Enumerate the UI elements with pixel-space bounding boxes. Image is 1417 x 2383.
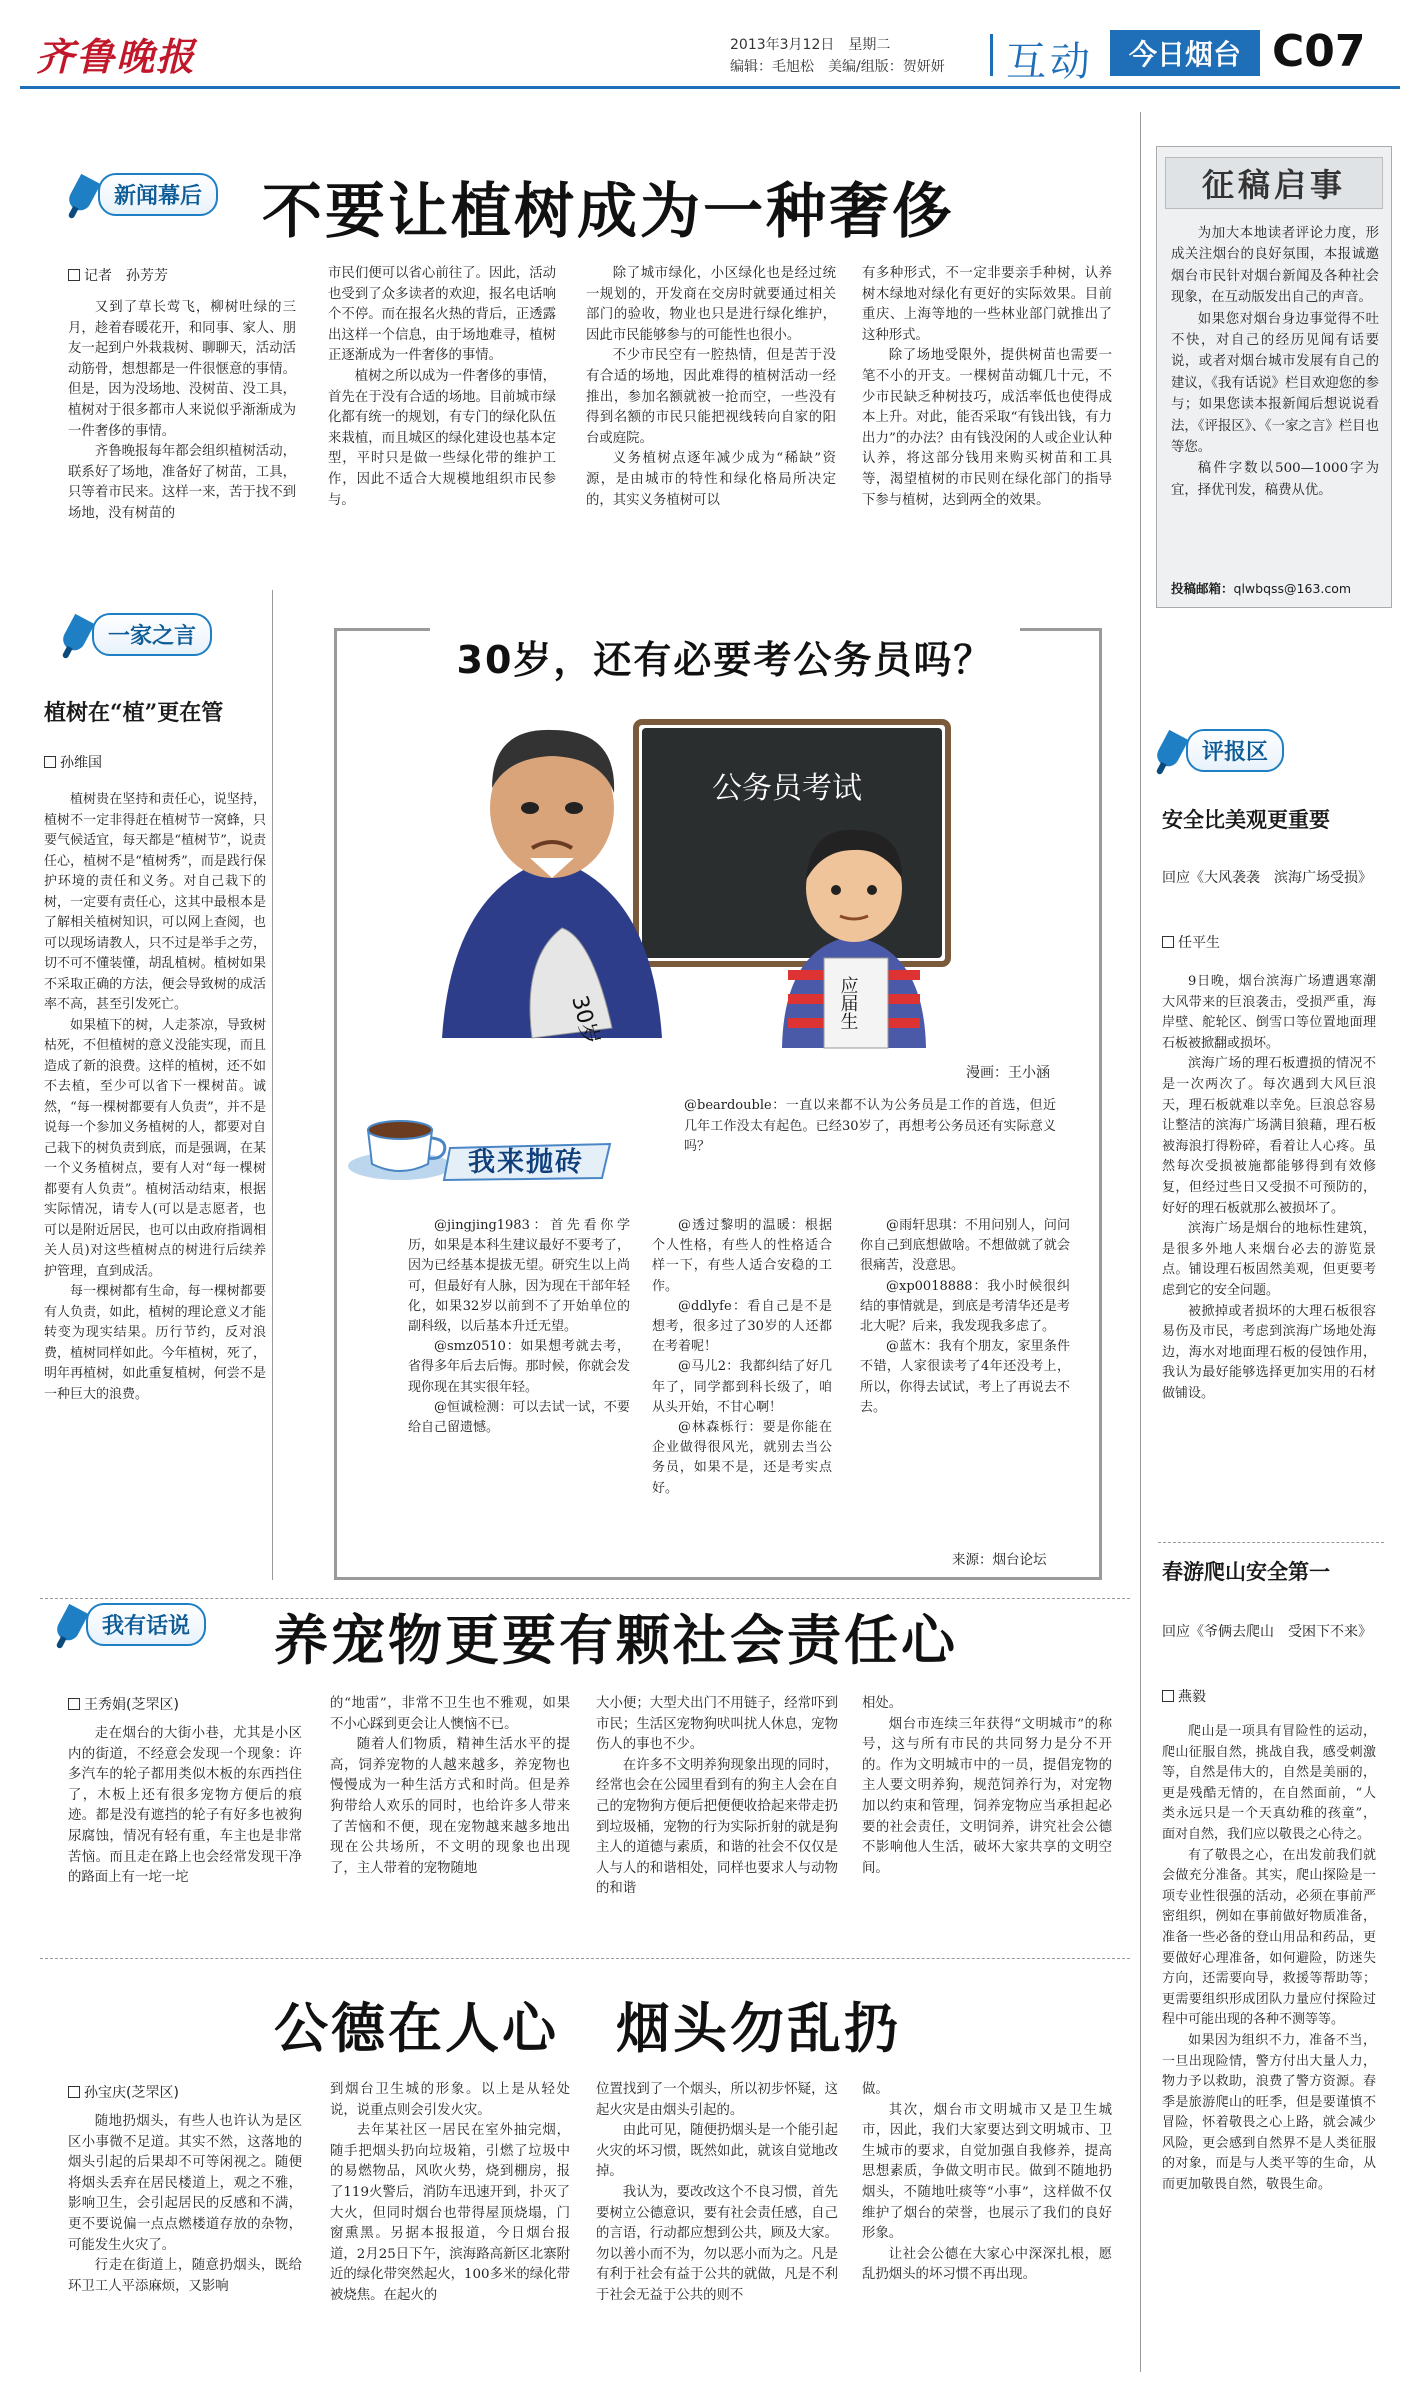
chalkboard-text: 公务员考试 xyxy=(712,771,862,806)
cartoon-title-band xyxy=(430,626,1020,686)
story1-tag xyxy=(72,172,218,216)
brick-banner xyxy=(340,1088,620,1198)
paragraph: 为加大本地读者评论力度，形成关注烟台的良好氛围，本报诚邀烟台市民针对烟台新闻及各种社会现象，在互动版发出自己的声音。 xyxy=(1171,226,1379,306)
story2-headline: 养宠物更要有颗社会责任心 xyxy=(274,1608,958,1672)
paragraph: 行走在街道上，随意扔烟头，既给环卫工人平添麻烦，又影响 xyxy=(68,2258,302,2294)
call-for-submissions-box xyxy=(1156,146,1392,608)
paragraph: 到烟台卫生城的形象。以上是从轻处说，说重点则会引发火灾。 xyxy=(330,2082,570,2118)
story2-col1 xyxy=(68,1724,302,1930)
opinion-tag-label: 一家之言 xyxy=(92,613,212,656)
paragraph: 9日晚，烟台滨海广场遭遇寒潮大风带来的巨浪袭击，受损严重，海岸壁、舵轮区、倒雪口等位置地面理石板被掀翻或损坏。 xyxy=(1162,974,1376,1051)
paragraph: 位置找到了一个烟头，所以初步怀疑，这起火灾是由烟头引起的。 xyxy=(596,2082,838,2118)
cartoon-intro: @beardouble：一直以来都不认为公务员是工作的首选，但近几年工作没太有起色。已经30岁了，再想考公务员还有实际意义吗？ xyxy=(684,1098,1056,1155)
editor-credits: 编辑：毛旭松 美编/组版：贺妍妍 xyxy=(730,59,945,75)
email-label: 投稿邮箱： xyxy=(1171,581,1234,596)
review2-byline: 燕毅 xyxy=(1162,1686,1206,1706)
review-tag xyxy=(1160,728,1284,772)
notice-body xyxy=(1171,223,1379,563)
story2-col3 xyxy=(596,1694,838,1930)
comment: @smz0510：如果想考就去考，省得多年后去后悔。那时候，你就会发现你现在其实很年轻。 xyxy=(408,1339,630,1395)
opinion-tag xyxy=(66,612,212,656)
story2-col4 xyxy=(862,1694,1112,1930)
paragraph: 被掀掉或者损坏的大理石板很容易伤及市民，考虑到滨海广场地处海边，海水对地面理石板的侵蚀作用，我认为最好能够选择更加实用的石材做铺设。 xyxy=(1162,1303,1376,1401)
paragraph: 的“地雷”，非常不卫生也不雅观，如果不小心踩到更会让人懊恼不已。 xyxy=(330,1696,570,1732)
young-man-bib-text: 应届生 xyxy=(837,976,859,1030)
paragraph: 烟台市连续三年获得“文明城市”的称号，这与所有市民的共同努力是分不开的。作为文明城市中的一员，提倡宠物的主人要文明养狗，规范饲养行为，对宠物加以约束和管理，饲养宠物应当承担起必要的社会责任，文明饲养，讲究社会公德不影响他人生活，破坏大家共享的文明空间。 xyxy=(862,1716,1112,1876)
review1-byline: 任平生 xyxy=(1162,932,1220,952)
paragraph: 有了敬畏之心，在出发前我们就会做充分准备。其实，爬山探险是一项专业性很强的活动，必须在事前严密组织，例如在事前做好物质准备，准备一些必备的登山用品和药品，更要做好心理准备，如何避险，防迷失方向，还需要向导，救援等帮助等；更需要组织形成团队力量应付探险过程中可能出现的各种不测等等。 xyxy=(1162,1847,1376,2028)
brick-banner-label: 我来抛砖 xyxy=(468,1147,584,1178)
paragraph: 如果因为组织不力，准备不当，一旦出现险情，警方付出大量人力，物力予以救助，浪费了警方资源。春季是旅游爬山的旺季，但是要谨慎不冒险，怀着敬畏之心上路，就会减少风险，更会感到自然界不是人类征服的对象，而是与人类平等的生命，从而更加敬畏自然，敬畏生命。 xyxy=(1162,2032,1376,2193)
review2-reply-to: 回应《爷俩去爬山 受困下不来》 xyxy=(1162,1624,1372,1640)
story1-col1 xyxy=(68,298,296,548)
review2-body xyxy=(1162,1722,1376,2374)
masthead-rule xyxy=(20,86,1400,89)
story2-tag-label: 我有话说 xyxy=(86,1603,206,1646)
newspaper-logo: 齐鲁晚报 xyxy=(36,34,197,79)
review1-body xyxy=(1162,972,1376,1532)
cartoon-illustration xyxy=(412,708,1018,1058)
paragraph: 有多种形式，不一定非要亲手种树，认养树木绿地对绿化有更好的实际效果。目前重庆、上海等地的一些林业部门就推出了这种形式。 xyxy=(862,266,1112,343)
story3-byline: 孙宝庆(芝罘区) xyxy=(68,2082,179,2102)
review2-headline: 春游爬山安全第一 xyxy=(1162,1559,1330,1584)
paragraph: 随着人们物质，精神生活水平的提高，饲养宠物的人越来越多，养宠物也慢慢成为一种生活方式和时尚。但是养狗带给人欢乐的同时，也给许多人带来了苦恼和不便，现在宠物越来越多地出现在公共场所，不文明的现象也出现了，主人带着的宠物随地 xyxy=(330,1737,570,1876)
comments-col1 xyxy=(408,1216,630,1550)
chalkboard xyxy=(642,728,942,958)
page-number: C07 xyxy=(1272,26,1366,77)
paragraph: 让社会公德在大家心中深深扎根，愿乱扔烟头的坏习惯不再出现。 xyxy=(862,2246,1112,2283)
comments-source: 来源：烟台论坛 xyxy=(952,1552,1047,1568)
cartoon-drawing xyxy=(412,708,1018,1058)
paragraph: 植树之所以成为一件奢侈的事情，首先在于没有合适的场地。目前城市绿化都有统一的规划，有专门的绿化队伍来栽植，而且城区的绿化建设也基本定型，平时只是做一些绿化带的维护工作，因此不适合大规模地组织市民参与。 xyxy=(328,368,556,508)
comments-col2 xyxy=(652,1216,832,1550)
story1-headline: 不要让植树成为一种奢侈 xyxy=(262,177,955,247)
comment: @林森栎行：要是你能在企业做得很风光，就别去当公务员，如果不是，还是考实点好。 xyxy=(652,1420,832,1496)
comment: @透过黎明的温暖：根据个人性格，有些人的性格适合样一下，有些人适合安稳的工作。 xyxy=(652,1218,832,1294)
cartoon-title: 30岁，还有必要考公务员吗？ xyxy=(456,637,994,682)
story1-tag-label: 新闻幕后 xyxy=(98,173,218,216)
notice-title-bar xyxy=(1165,157,1383,209)
story1-col4 xyxy=(862,264,1112,550)
section-name: 互动 xyxy=(1006,39,1094,85)
cartoon-credit: 漫画：王小涵 xyxy=(966,1065,1050,1081)
opinion-byline: 孙维国 xyxy=(44,752,102,772)
column-divider-right xyxy=(1140,112,1141,2372)
paragraph: 如果植下的树，人走茶凉，导致树枯死，不但植树的意义没能实现，而且造成了新的浪费。这样的植树，还不如不去植，至少可以省下一棵树苗。诚然，“每一棵树都要有人负责”，并不是说每一个参加义务植树的人，都要对自己栽下的树负责到底，而是强调，在某一个义务植树点，要有人对“每一棵树都要有人负责”。植树活动结束，根据实际情况，请专人(可以是志愿者，也可以是附近居民，也可以由政府指调相关人员)对这些植树点的树进行后续养护管理，直到成活。 xyxy=(44,1017,266,1279)
comment: @马儿2：我都纠结了好几年了，同学都到科长级了，咱从头开始，不甘心啊！ xyxy=(652,1359,832,1415)
review1-reply-to: 回应《大风袭袭 滨海广场受损》 xyxy=(1162,870,1372,886)
paragraph: 稿件字数以500—1000字为宜，择优刊发，稿费从优。 xyxy=(1171,461,1379,498)
paragraph: 随地扔烟头，有些人也许认为是区区小事微不足道。其实不然，这落地的烟头引起的后果却不可等闲视之。随便将烟头丢弃在居民楼道上，观之不雅，影响卫生，会引起居民的反感和不满，更不要说偏一点点燃楼道存放的杂物，可能发生火灾了。 xyxy=(68,2114,302,2253)
column-divider-left xyxy=(272,590,273,1580)
edition-badge xyxy=(1110,30,1260,76)
paragraph: 滨海广场是烟台的地标性建筑，是很多外地人来烟台必去的游览景点。铺设理石板固然美观，但更要考虑到它的安全问题。 xyxy=(1162,1221,1376,1298)
comment: @蓝木：我有个朋友，家里条件不错，人家很读考了4年还没考上，所以，你得去试试，考上了再说去不去。 xyxy=(860,1339,1070,1415)
paragraph: 义务植树点逐年减少成为“稀缺”资源，是由城市的特性和绿化格局所决定的，其实义务植树可以 xyxy=(586,451,836,508)
comment: @恒诚检测：可以去试一试，不要给自己留遗憾。 xyxy=(408,1399,630,1436)
review1-headline: 安全比美观更重要 xyxy=(1162,807,1330,832)
pen-icon xyxy=(1153,730,1188,770)
pen-icon xyxy=(59,614,94,654)
paragraph: 相处。 xyxy=(862,1696,903,1711)
opinion-body xyxy=(44,790,266,1560)
issue-date: 2013年3月12日 xyxy=(730,37,835,53)
pen-icon xyxy=(53,1604,88,1644)
comment: @xp0018888：我小时候很纠结的事情就是，到底是考清华还是考北大呢？后来，我发现我多虑了。 xyxy=(860,1278,1070,1335)
story1-byline: 记者 孙芳芳 xyxy=(68,265,168,285)
story3-col4 xyxy=(862,2080,1112,2374)
story3-col2 xyxy=(330,2080,570,2374)
story3-col3 xyxy=(596,2080,838,2374)
paragraph: 植树贵在坚持和责任心，说坚持，植树不一定非得赶在植树节一窝蜂，只要气候适宜，每天都是“植树节”，说责任心，植树不是“植树秀”，而是践行保护环境的责任和义务。对自己栽下的树，一定要有责任心，这其中最根本是了解相关植树知识，可以网上查阅，也可以现场请教人，只不过是举手之劳，切不可不懂装懂，胡乱植树。植树如果不采取正确的方法，便会导致树的成活率不高，甚至引发死亡。 xyxy=(44,792,266,1012)
older-man-bib-text: 30岁 xyxy=(566,993,604,1048)
story2-byline: 王秀娟(芝罘区) xyxy=(68,1694,179,1714)
notice-title: 征稿启事 xyxy=(1201,166,1346,204)
paragraph: 如果您对烟台身边事觉得不吐不快，对自己的经历见闻有话要说，或者对烟台城市发展有自己的建议，《我有话说》栏目欢迎您的参与；如果您读本报新闻后想说说看法，《评报区》、《一家之言》栏目也等您。 xyxy=(1171,311,1379,456)
comment: @jingjing1983：首先看你学历，如果是本科生建议最好不要考了，因为已经基本提拔无望。研究生以上尚可，但最好有人脉，因为现在干部年轻化，如果32岁以前到不了开始单位的副科级，以后基本升迁无望。 xyxy=(408,1218,630,1335)
masthead xyxy=(0,0,1417,96)
paragraph: 齐鲁晚报每年都会组织植树活动，联系好了场地，准备好了树苗，工具，只等着市民来。这样一来，苦于找不到场地，没有树苗的 xyxy=(68,444,296,521)
paragraph: 大小便；大型犬出门不用链子，经常吓到市民；生活区宠物狗吠叫扰人休息，宠物伤人的事也不少。 xyxy=(596,1696,838,1753)
edition-label: 今日烟台 xyxy=(1128,38,1241,71)
paragraph: 由此可见，随便扔烟头是一个能引起火灾的坏习惯，既然如此，就该自觉地改掉。 xyxy=(596,2123,838,2180)
paragraph: 又到了草长莺飞，柳树吐绿的三月，趁着春暖花开，和同事、家人、朋友一起到户外栽栽树、聊聊天，活动活动筋骨，想想都是一件很惬意的事情。但是，因为没场地、没树苗、没工具，植树对于很多都市人来说似乎渐渐成为一件奢侈的事情。 xyxy=(68,300,296,439)
masthead-divider xyxy=(990,34,993,76)
story2-col2 xyxy=(330,1694,570,1930)
pen-icon xyxy=(65,174,100,214)
paragraph: 市民们便可以省心前往了。因此，活动也受到了众多读者的欢迎，报名电话响个不停。而在报名火热的背后，正透露出这样一个信息，由于场地难寻，植树正逐渐成为一件奢侈的事情。 xyxy=(328,266,556,364)
comment: @雨轩思琪：不用问别人，问问你自己到底想做啥。不想做就了就会很痛苦，没意思。 xyxy=(860,1218,1070,1274)
paragraph: 不少市民空有一腔热情，但是苦于没有合适的场地，因此难得的植树活动一经推出，参加名额就被一抢而空，一些没有得到名额的市民只能把视线转向自家的阳台或庭院。 xyxy=(586,348,836,446)
paragraph: 在许多不文明养狗现象出现的同时，经常也会在公园里看到有的狗主人会在自己的宠物狗方便后把便便收拾起来带走扔到垃圾桶，宠物的行为实际折射的就是狗主人的道德与素质，和谐的社会不仅仅是人与人的和谐相处，同样也要求人与动物的和谐 xyxy=(596,1757,838,1897)
paragraph: 去年某社区一居民在室外抽完烟，随手把烟头扔向垃圾箱，引燃了垃圾中的易燃物品，风吹火势，烧到棚房，报了119火警后，消防车迅速开到，扑灭了大火，但同时烟台也带得屋顶烧塌，门窗熏黑。另据本报报道，今日烟台报道，2月25日下午，滨海路高新区北寨附近的绿化带突然起火，100多米的绿化带被烧焦。在起火的 xyxy=(330,2123,570,2303)
paragraph: 除了场地受限外，提供树苗也需要一笔不小的开支。一棵树苗动辄几十元，不少市民缺乏种树技巧，成活率低也使得成本上升。对此，能否采取“有钱出钱，有力出力”的办法？由有钱没闲的人或企业认种认养，将这部分钱用来购买树苗和工具等，渴望植树的市民则在绿化部门的指导下参与植树，达到两全的效果。 xyxy=(862,348,1112,508)
paragraph: 除了城市绿化，小区绿化也是经过统一规划的，开发商在交房时就要通过相关部门的验收，物业也只是进行绿化维护，因此市民能够参与的可能性也很小。 xyxy=(586,266,836,343)
paragraph: 做。 xyxy=(862,2082,889,2097)
paragraph: 每一棵树都有生命，每一棵树都要有人负责，如此，植树的理论意义才能转变为现实结果。历行节约，反对浪费，植树同样如此。今年植树，死了，明年再植树，如此重复植树，何尝不是一种巨大的浪费。 xyxy=(44,1284,266,1402)
issue-weekday: 星期二 xyxy=(848,37,891,53)
paragraph: 其次，烟台市文明城市又是卫生城市，因此，我们大家要达到文明城市、卫生城市的要求，自觉加强自我修养，提高思想素质，争做文明市民。做到不随地扔烟头，不随地吐痰等“小事”，这样做不仅维护了烟台的荣誉，也展示了我们的良好形象。 xyxy=(862,2102,1112,2242)
story3-top-rule xyxy=(40,1958,1130,1959)
review-tag-label: 评报区 xyxy=(1186,729,1284,772)
comments-col3 xyxy=(860,1216,1070,1526)
story3-col1 xyxy=(68,2112,302,2374)
story1-col2 xyxy=(328,264,556,550)
story3-headline: 公德在人心 烟头勿乱扔 xyxy=(274,1996,901,2060)
story2-tag xyxy=(60,1602,206,1646)
story1-col3 xyxy=(586,264,836,550)
paragraph: 滨海广场的理石板遭损的情况不是一次两次了。每次遇到大风巨浪天，理石板就难以幸免。巨浪总容易让整洁的滨海广场满目狼藉，理石板被海浪打得粉碎，看着让人心疼。虽然每次受损被施都能够得到有效修复，但经过些日又受损不可预防的，好好的理石板就那么被损坏了。 xyxy=(1162,1056,1376,1216)
opinion-headline: 植树在“植”更在管 xyxy=(44,700,224,726)
comment: @ddlyfe：看自己是不是想考，很多过了30岁的人还都在考着呢！ xyxy=(652,1298,832,1355)
paragraph: 爬山是一项具有冒险性的运动，爬山征服自然，挑战自我，感受刺激等，自然是伟大的，自然是美丽的，更是残酷无情的，在自然面前，“人类永远只是一个天真幼稚的孩童”，面对自然，我们应以敬畏之心待之。 xyxy=(1162,1724,1376,1842)
email-link[interactable]: qlwbqss@163.com xyxy=(1233,581,1352,596)
notice-email-line xyxy=(1171,579,1351,597)
issue-date-line xyxy=(730,34,890,54)
paragraph: 我认为，要改改这个不良习惯，首先要树立公德意识，要有社会责任感，自己的言语，行动都应想到公共，顾及大家。勿以善小而不为，勿以恶小而为之。凡是有利于社会有益于公共的就做，凡是不利于社会无益于公共的则不 xyxy=(596,2184,838,2303)
review-separator xyxy=(1158,1542,1384,1543)
paragraph: 走在烟台的大街小巷，尤其是小区内的街道，不经意会发现一个现象：许多汽车的轮子都用类似木板的东西挡住了，木板上还有很多宠物方便后的痕迹。都是没有遮挡的轮子有好多也被狗尿腐蚀，情况有轻有重，车主也是非常苦恼。而且走在路上也会经常发现干净的路面上有一坨一坨 xyxy=(68,1726,302,1886)
